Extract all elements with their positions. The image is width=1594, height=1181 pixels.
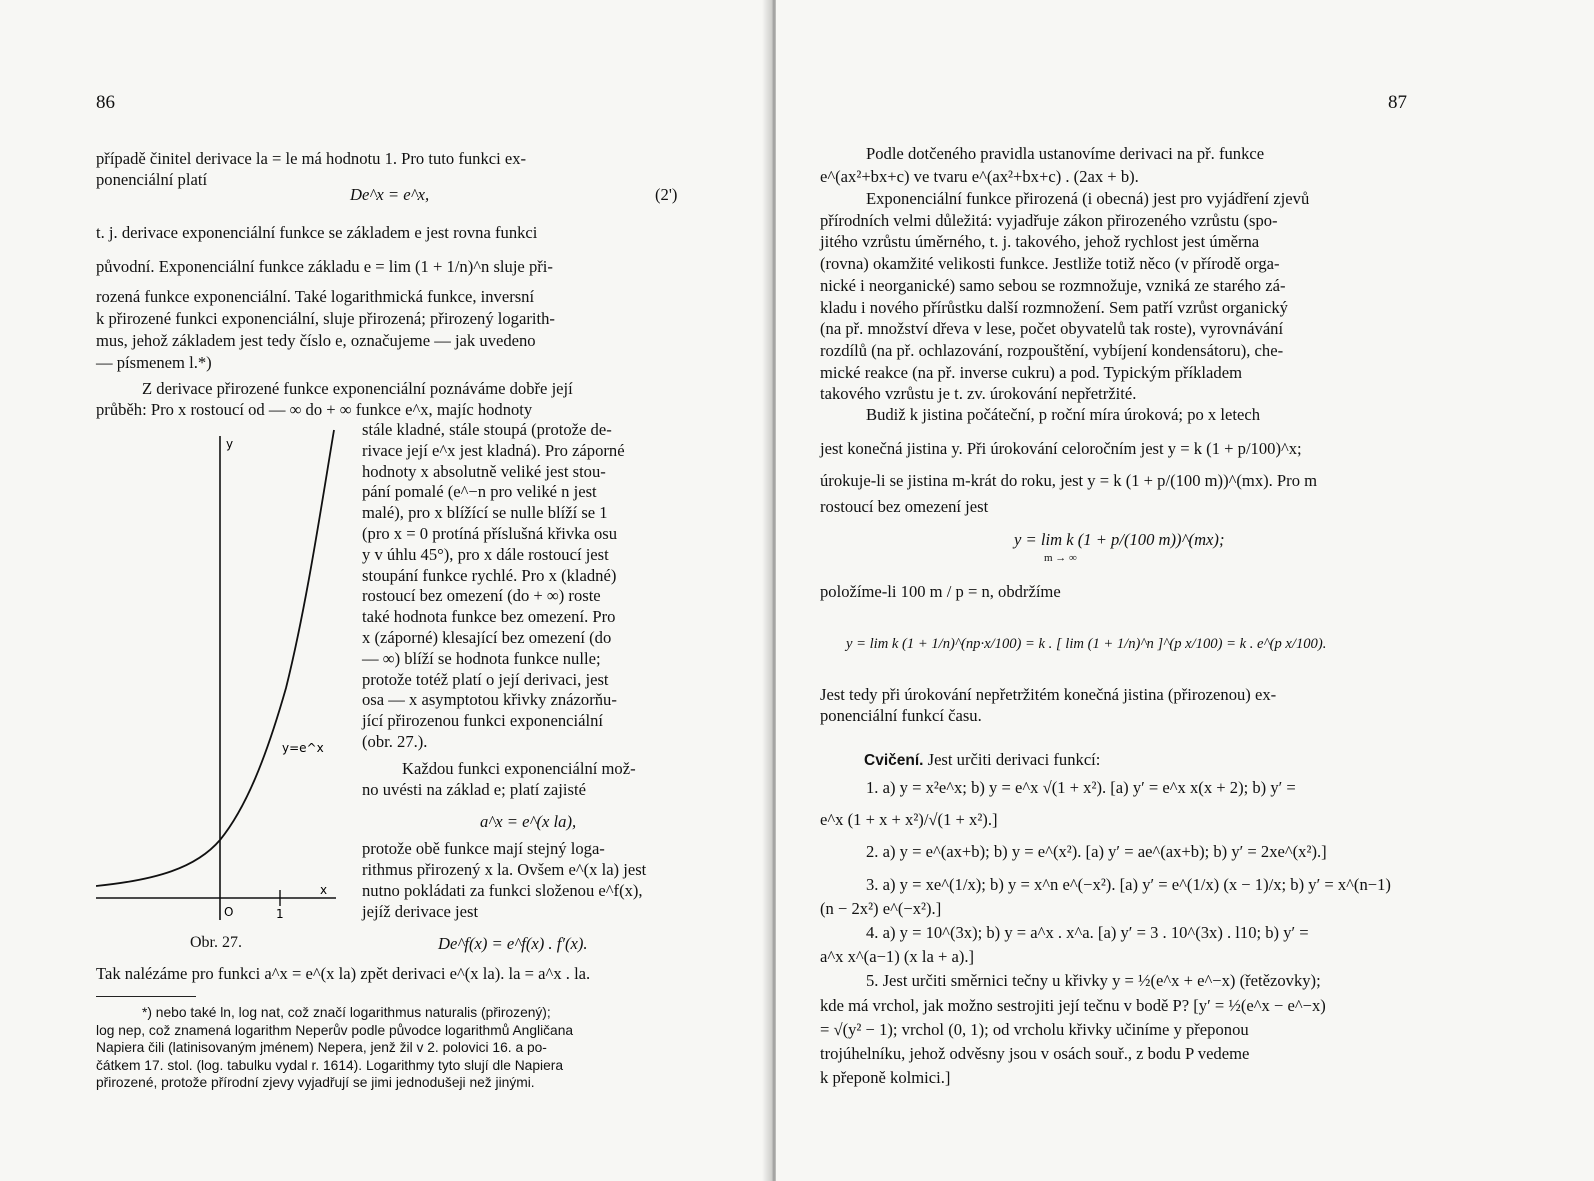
text-line: log nep, což znamená logarithm Neperův podle původce logarithmů Angličana [96, 1022, 574, 1038]
text-line: e^(ax²+bx+c) ve tvaru e^(ax²+bx+c) . (2ax + b). [820, 167, 1139, 186]
text-line: rostoucí bez omezení jest [820, 497, 989, 516]
text-line: kladu i nového přírůstku další rozmnožení. Sem patří vzrůst organický [820, 297, 1288, 317]
exercises-list [820, 776, 1410, 1090]
x-axis-label: x [320, 883, 328, 897]
text-line: mus, jehož základem jest tedy číslo e, označujeme — jak uvedeno [96, 331, 536, 350]
text-line: případě činitel derivace la = le má hodnotu 1. Pro tuto funkci ex- [96, 149, 527, 168]
text-line: Podle dotčeného pravidla ustanovíme derivaci na př. funkce [866, 144, 1265, 163]
exercises-intro: Jest určiti derivaci funkcí: [927, 750, 1101, 769]
exercise-line: k přeponě kolmici.] [820, 1068, 951, 1088]
equation: De^f(x) = e^f(x) . f′(x). [438, 934, 588, 953]
exercise-line: 4. a) y = 10^(3x); b) y = a^x . x^a. [a) y′ = 3 . 10^(3x) . l10; b) y′ = [866, 923, 1309, 943]
text-line: Napiera čili (latinisovaným jménem) Nepera, jenž žil v 2. polovici 16. a po- [96, 1040, 547, 1055]
exercise-line: 5. Jest určiti směrnici tečny u křivky y = ½(e^x + e^−x) (řetězovky); [866, 971, 1321, 991]
paragraph [96, 148, 686, 190]
figure-caption: Obr. 27. [190, 934, 242, 951]
equation: y = lim k (1 + p/(100 m))^(mx); [1014, 530, 1225, 549]
text-line: (na př. množství dřeva v lese, počet obyvatelů tak roste), vyrovnávání [820, 319, 1284, 339]
text-line: t. j. derivace exponenciální funkce se základem e jest rovna funkci [96, 223, 538, 242]
equation-subscript: m → ∞ [1044, 552, 1077, 564]
exercises-heading [864, 750, 1100, 770]
text-line: stoupání funkce rychlé. Pro x (kladné) [362, 565, 617, 585]
text-line: *) nebo také ln, log nat, což značí logarithmus naturalis (přirozený); [142, 1005, 551, 1020]
paragraph [362, 758, 686, 800]
text-line: no uvésti na základ e; platí zajisté [362, 780, 586, 799]
exercise-line: = √(y² − 1); vrchol (0, 1); od vrcholu křivky učiníme y přeponou [820, 1019, 1249, 1039]
text-line: protože obě funkce mají stejný loga- [362, 839, 605, 858]
exercise-line: 2. a) y = e^(ax+b); b) y = e^(x²). [a) y′ = ae^(ax+b); b) y′ = 2xe^(x²).] [866, 842, 1327, 862]
equation: y = lim k (1 + 1/n)^(np·x/100) = k . [ lim (1 + 1/n)^n ]^(p x/100) = k . e^(p x/100). [846, 636, 1327, 652]
paragraph-line: Tak nalézáme pro funkci a^x = e^(x la) zpět derivaci e^(x la). la = a^x . la. [96, 964, 591, 983]
text-line: x (záporné) klesající bez omezení (do [362, 627, 612, 647]
text-line: rithmus přirozený x la. Ovšem e^(x la) jest [362, 860, 647, 879]
paragraph [362, 838, 686, 922]
exercises-title: Cvičení. [864, 752, 924, 769]
text-line: přírodních velmi důležitá: vyjadřuje zákon přirozeného vzrůstu (spo- [820, 210, 1278, 230]
exercise-line: 1. a) y = x²e^x; b) y = e^x √(1 + x²). [a) y′ = e^x x(x + 2); b) y′ = [866, 778, 1296, 797]
text-line: osa — x asymptotou křivky znázorňu- [362, 690, 617, 710]
equation: De^x = e^x, [350, 185, 430, 204]
exercise-line: kde má vrchol, jak možno sestrojiti její tečnu v bodě P? [y′ = ½(e^x − e^−x) [820, 995, 1326, 1015]
text-line: rozdílů (na př. ochlazování, rozpouštění, vybíjení kondensátoru), che- [820, 340, 1284, 360]
text-line: nické i neorganické) samo sebou se rozmnožuje, vzniká ze starého zá- [820, 275, 1286, 295]
text-line: y v úhlu 45°), pro x dále rostoucí jest [362, 544, 609, 564]
footnote-rule [96, 996, 196, 997]
text-line: Budiž k jistina počáteční, p roční míra úroková; po x letech [866, 405, 1260, 424]
text-line: rostoucí bez omezení (do + ∞) roste [362, 586, 601, 606]
text-line: (rovna) okamžité velikosti funkce. Jestliže totiž něco (v přírodě orga- [820, 254, 1280, 274]
exercise-line: (n − 2x²) e^(−x²).] [820, 898, 942, 918]
page-number: 87 [1388, 92, 1407, 113]
equation: a^x = e^(x la), [480, 812, 577, 831]
text-line: přirozené, protože přírodní zjevy vyjadřují se jimi jednodušeji než jinými. [96, 1075, 535, 1090]
text-line: úrokuje-li se jistina m-krát do roku, jest y = k (1 + p/(100 m))^(mx). Pro m [820, 471, 1318, 490]
figure-exponential-curve [96, 428, 346, 928]
text-line: jitého vzrůstu úměrného, t. j. takového, jehož rychlost jest úměrna [820, 232, 1260, 252]
paragraph [96, 378, 686, 420]
text-line: (obr. 27.). [362, 731, 428, 751]
text-line: Každou funkci exponenciální mož- [402, 759, 636, 778]
paragraph [820, 188, 1410, 405]
text-line: malé), pro x blížící se nulle blíží se 1 [362, 503, 608, 523]
text-line: jest konečná jistina y. Při úrokování celoročním jest y = k (1 + p/100)^x; [820, 439, 1302, 458]
exercise-line: trojúhelníku, jehož odvěsny jsou v osách souř., z bodu P vedeme [820, 1044, 1250, 1064]
text-line: takového vzrůstu je t. zv. úrokování nepřetržité. [820, 384, 1137, 404]
page-number: 86 [96, 92, 115, 113]
text-line: (pro x = 0 protíná příslušná křivka osu [362, 523, 617, 543]
text-line: ponenciální funkcí času. [820, 706, 982, 725]
text-line: pání pomalé (e^−n pro veliké n jest [362, 482, 597, 502]
paragraph [820, 402, 1410, 520]
text-line: jící přirozenou funkci exponenciální [362, 711, 603, 731]
exercise-line: e^x (1 + x + x²)/√(1 + x²).] [820, 810, 998, 830]
exercise-line: 3. a) y = xe^(1/x); b) y = x^n e^(−x²). [a) y′ = e^(1/x) (x − 1)/x; b) y′ = x^(n−1) [866, 874, 1391, 894]
text-line: — písmenem l.*) [96, 353, 212, 372]
equation-label: (2') [655, 185, 678, 204]
text-line: stále kladné, stále stoupá (protože de- [362, 420, 612, 439]
paragraph [820, 684, 1410, 726]
paragraph [96, 222, 686, 374]
exercise-line: a^x x^(a−1) (x la + a).] [820, 947, 975, 967]
text-line: — ∞) blíží se hodnota funkce nulle; [362, 648, 601, 668]
text-line: průběh: Pro x rostoucí od — ∞ do + ∞ funkce e^x, majíc hodnoty [96, 400, 533, 419]
exp-curve [96, 430, 334, 886]
text-line: hodnoty x absolutně veliké jest stou- [362, 461, 606, 481]
text-line: Exponenciální funkce přirozená (i obecná) jest pro vyjádření zjevů [866, 189, 1310, 208]
text-line: rozená funkce exponenciální. Také logarithmická funkce, inversní [96, 287, 535, 306]
y-axis-label: y [226, 437, 234, 451]
text-line: Jest tedy při úrokování nepřetržitém konečná jistina (přirozenou) ex- [820, 685, 1277, 704]
origin-label: O [224, 905, 234, 919]
wrapped-paragraph [362, 420, 686, 753]
text-line: mické reakce (na př. inverse cukru) a pod. Typickým příkladem [820, 362, 1242, 382]
paragraph [820, 142, 1410, 188]
text-line: Z derivace přirozené funkce exponenciální poznáváme dobře její [142, 379, 573, 398]
text-line: původní. Exponenciální funkce základu e = lim (1 + 1/n)^n sluje při- [96, 257, 553, 276]
paragraph-line: položíme-li 100 m / p = n, obdržíme [820, 582, 1061, 601]
left-page [0, 0, 770, 1181]
text-line: nutno pokládati za funkci složenou e^f(x), [362, 881, 643, 900]
unit-label: 1 [276, 907, 284, 921]
text-line: k přirozené funkci exponenciální, sluje přirozená; přirozený logarith- [96, 309, 555, 328]
footnote [96, 1004, 686, 1092]
text-line: také hodnota funkce bez omezení. Pro [362, 607, 616, 627]
text-line: jejíž derivace jest [362, 902, 479, 921]
text-line: ponenciální platí [96, 170, 208, 189]
text-line: protože totéž platí o její derivaci, jest [362, 669, 609, 689]
text-line: čátkem 17. stol. (log. tabulku vydal r. 1614). Logarithmy tyto slují dle Napiera [96, 1057, 564, 1073]
curve-label: y=e^x [282, 741, 324, 755]
text-line: rivace její e^x jest kladná). Pro záporné [362, 440, 625, 460]
right-page [776, 0, 1594, 1181]
